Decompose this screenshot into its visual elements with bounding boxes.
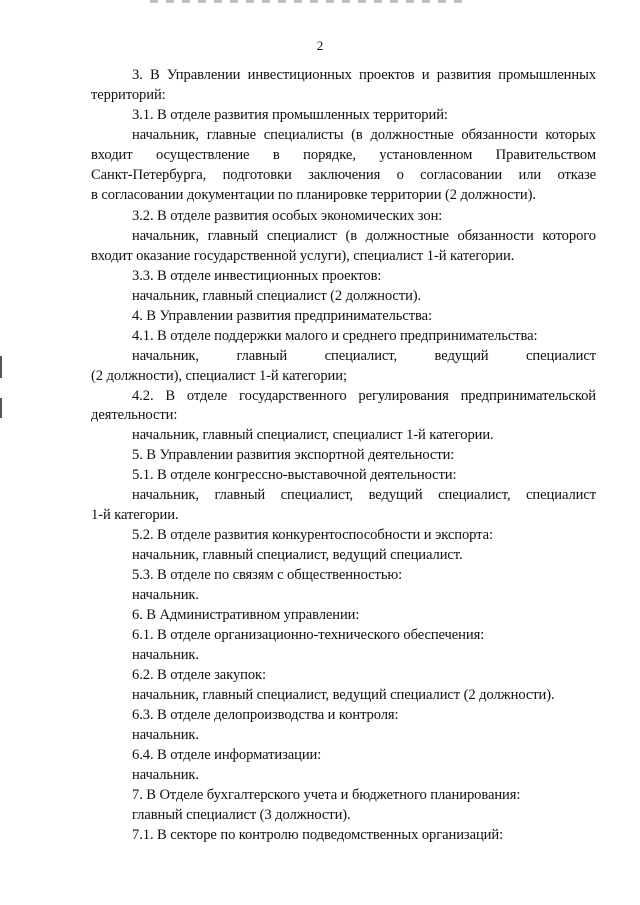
text-line: начальник, главный специалист, специалист 1-й категории. xyxy=(132,427,494,443)
text-line: 6.3. В отделе делопроизводства и контроля: xyxy=(132,707,399,723)
text-line: 5.2. В отделе развития конкурентоспособности и экспорта: xyxy=(132,527,493,543)
text-line: Санкт-Петербурга, подготовки заключения о согласовании или отказе xyxy=(91,167,596,183)
text-line: начальник, главный специалист, ведущий специалист xyxy=(132,348,596,364)
text-line: 6.1. В отделе организационно-технического обеспечения: xyxy=(132,627,485,643)
text-line: входит оказание государственной услуги), специалист 1-й категории. xyxy=(91,248,515,264)
text-line: 1-й категории. xyxy=(91,507,179,523)
text-line: деятельности: xyxy=(91,407,178,423)
text-line: 6.4. В отделе информатизации: xyxy=(132,747,322,763)
text-line: 7. В Отделе бухгалтерского учета и бюджетного планирования: xyxy=(132,787,521,803)
text-line: 6.2. В отделе закупок: xyxy=(132,667,266,683)
text-line: начальник. xyxy=(132,587,199,603)
text-line: 3.3. В отделе инвестиционных проектов: xyxy=(132,268,382,284)
text-line: начальник, главные специалисты (в должностные обязанности которых xyxy=(132,127,596,143)
text-line: начальник, главный специалист (в должностные обязанности которого xyxy=(132,228,596,244)
scan-margin-mark xyxy=(0,398,2,418)
text-line: (2 должности), специалист 1-й категории; xyxy=(91,368,347,384)
text-line: начальник, главный специалист, ведущий специалист, специалист xyxy=(132,487,596,503)
text-line: 6. В Административном управлении: xyxy=(132,607,360,623)
text-line: 5.1. В отделе конгрессно-выставочной деятельности: xyxy=(132,467,457,483)
text-line: 3.1. В отделе развития промышленных территорий: xyxy=(132,107,448,123)
text-line: 5. В Управлении развития экспортной деятельности: xyxy=(132,447,455,463)
text-line: 3.2. В отделе развития особых экономических зон: xyxy=(132,208,443,224)
text-line: главный специалист (3 должности). xyxy=(132,807,351,823)
text-line: начальник. xyxy=(132,727,199,743)
text-line: в согласовании документации по планировке территории (2 должности). xyxy=(91,187,536,203)
text-line: территорий: xyxy=(91,87,166,103)
scan-margin-mark xyxy=(0,356,2,378)
text-line: начальник, главный специалист, ведущий специалист. xyxy=(132,547,463,563)
text-line: начальник. xyxy=(132,647,199,663)
text-line: входит осуществление в порядке, установленном Правительством xyxy=(91,147,596,163)
scan-artifact xyxy=(150,0,470,3)
text-line: 4. В Управлении развития предпринимательства: xyxy=(132,308,432,324)
page-number: 2 xyxy=(316,38,324,53)
text-line: 7.1. В секторе по контролю подведомственных организаций: xyxy=(132,827,504,843)
text-line: начальник. xyxy=(132,767,199,783)
text-line: 4.1. В отделе поддержки малого и среднего предпринимательства: xyxy=(132,328,538,344)
text-line: начальник, главный специалист, ведущий специалист (2 должности). xyxy=(132,687,555,703)
text-line: начальник, главный специалист (2 должности). xyxy=(132,288,422,304)
text-line: 5.3. В отделе по связям с общественностью: xyxy=(132,567,403,583)
text-line: 3. В Управлении инвестиционных проектов и развития промышленных xyxy=(132,67,596,83)
text-line: 4.2. В отделе государственного регулирования предпринимательской xyxy=(132,388,596,404)
